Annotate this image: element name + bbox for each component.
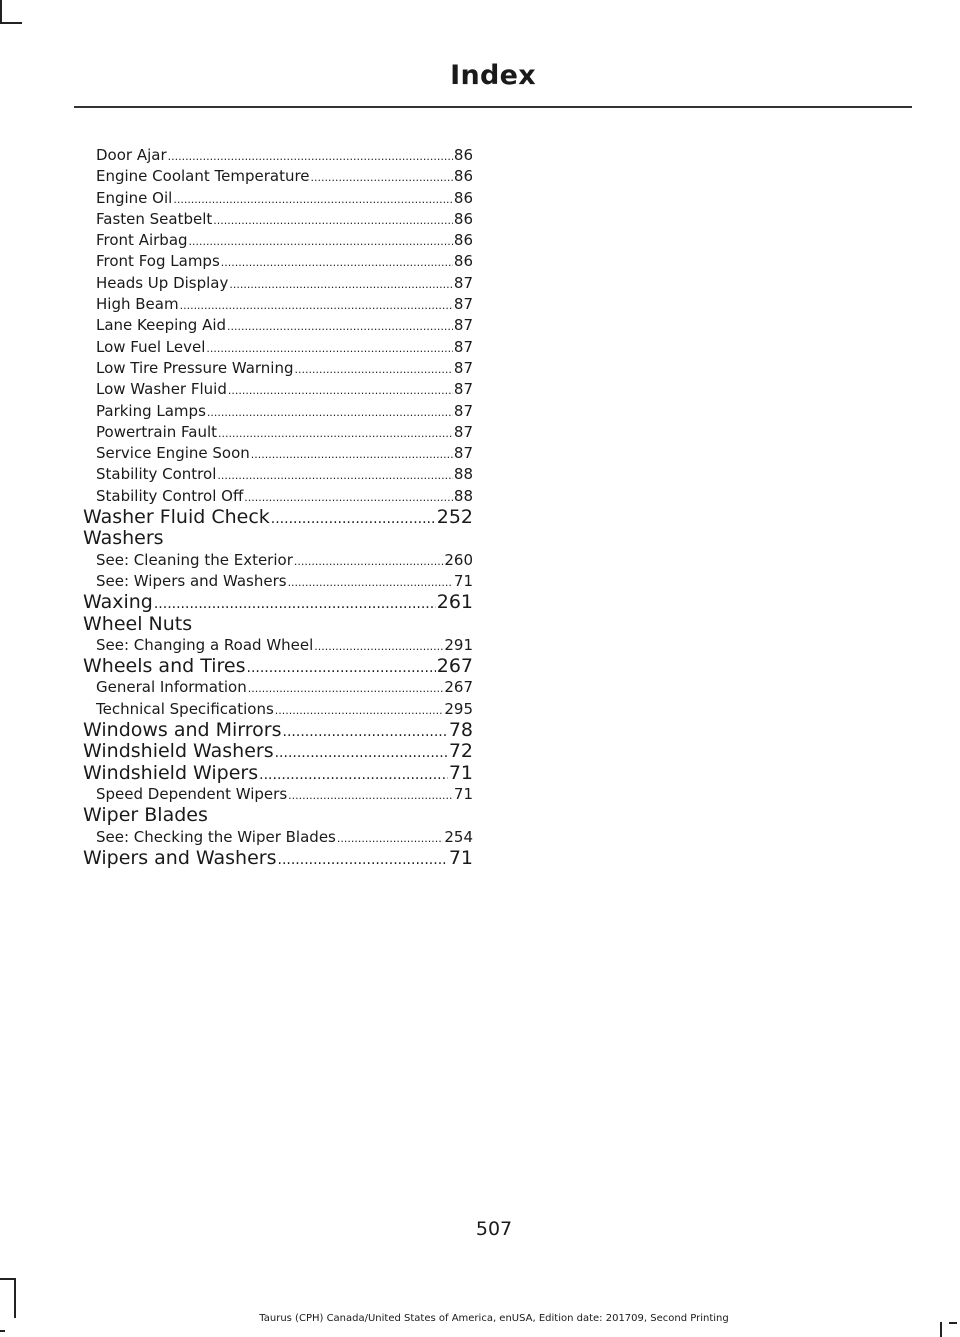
- dot-leader: [218, 423, 453, 443]
- footer-text: Taurus (CPH) Canada/United States of America, enUSA, Edition date: 201709, Second Printing: [259, 1313, 729, 1324]
- index-subentry: [83, 358, 473, 379]
- index-subentry: [83, 827, 473, 848]
- dot-leader: [295, 359, 453, 379]
- index-entry-page[interactable]: 87: [453, 316, 473, 335]
- index-entry-page[interactable]: 88: [453, 486, 473, 505]
- index-entry-page[interactable]: 86: [453, 209, 473, 228]
- index-entry: [83, 507, 473, 528]
- index-subentry: [83, 273, 473, 294]
- crop-mark: [14, 1278, 16, 1318]
- index-entry-label: Low Washer Fluid: [96, 380, 227, 399]
- index-entry-page[interactable]: 71: [448, 847, 473, 869]
- dot-leader: [173, 189, 453, 209]
- index-subentry: [83, 337, 473, 358]
- dot-leader: [154, 594, 436, 613]
- dot-leader: [259, 765, 448, 784]
- index-entry-label: Front Fog Lamps: [96, 252, 220, 271]
- index-entry-page[interactable]: 86: [453, 167, 473, 186]
- index-entry-label: Windshield Washers: [83, 741, 274, 763]
- index-entry-label: Fasten Seatbelt: [96, 209, 213, 228]
- dot-leader: [251, 444, 453, 464]
- index-entry-page[interactable]: 71: [453, 571, 473, 590]
- index-entry-page[interactable]: 252: [436, 507, 473, 529]
- index-entry-label: High Beam: [96, 295, 179, 314]
- index-entry-label: Service Engine Soon: [96, 444, 250, 463]
- index-entry-label: Washer Fluid Check: [83, 507, 270, 529]
- index-subentry: [83, 464, 473, 485]
- dot-leader: [337, 828, 443, 848]
- index-entry-label: Speed Dependent Wipers: [96, 784, 288, 803]
- index-entry-label: Wheel Nuts: [83, 613, 193, 635]
- index-entry-label: Wipers and Washers: [83, 847, 277, 869]
- dot-leader: [213, 210, 453, 230]
- crop-mark: [0, 1278, 15, 1280]
- index-entry-label: Powertrain Fault: [96, 422, 218, 441]
- index-entry-page[interactable]: 71: [453, 784, 473, 803]
- dot-leader: [311, 167, 453, 187]
- index-entry-page[interactable]: 291: [444, 635, 473, 654]
- dot-leader: [207, 402, 453, 422]
- crop-mark: [0, 1330, 5, 1332]
- index-subentry: [83, 635, 473, 656]
- index-subentry: [83, 699, 473, 720]
- index-subentry: [83, 166, 473, 187]
- index-entry: [83, 741, 473, 762]
- index-entry-label: See: Cleaning the Exterior: [96, 550, 293, 569]
- index-entry-label: Heads Up Display: [96, 273, 229, 292]
- index-entry: [83, 528, 473, 549]
- index-subentry: [83, 401, 473, 422]
- index-entry-page[interactable]: 87: [453, 273, 473, 292]
- index-entry-page[interactable]: 87: [453, 337, 473, 356]
- index-entry-page[interactable]: 295: [444, 699, 473, 718]
- index-subentry: [83, 145, 473, 166]
- index-entry-page[interactable]: 88: [453, 465, 473, 484]
- index-entry-page[interactable]: 260: [444, 550, 473, 569]
- index-entry-label: Front Airbag: [96, 231, 188, 250]
- index-subentry: [83, 230, 473, 251]
- dot-leader: [168, 146, 453, 166]
- index-subentry: [83, 486, 473, 507]
- index-entry-label: Low Tire Pressure Warning: [96, 358, 294, 377]
- index-entry-label: Washers: [83, 528, 164, 550]
- index-entry-label: Door Ajar: [96, 146, 167, 164]
- index-entry-page[interactable]: 87: [453, 422, 473, 441]
- index-entry: [83, 656, 473, 677]
- index-subentry: [83, 784, 473, 805]
- index-entry-label: Engine Oil: [96, 188, 173, 207]
- dot-leader: [288, 572, 453, 592]
- index-subentry: [83, 422, 473, 443]
- index-entry-page[interactable]: 71: [448, 762, 473, 784]
- crop-mark: [940, 1322, 942, 1337]
- dot-leader: [206, 338, 453, 358]
- index-entry: [83, 592, 473, 613]
- index-entry-page[interactable]: 261: [436, 592, 473, 614]
- index-entry-label: Technical Specifications: [96, 699, 274, 718]
- index-entry-label: Engine Coolant Temperature: [96, 167, 310, 186]
- index-entry-page[interactable]: 254: [444, 827, 473, 846]
- index-entry: [83, 614, 473, 635]
- index-entry-label: Windows and Mirrors: [83, 720, 282, 742]
- dot-leader: [275, 743, 448, 762]
- index-entry-label: General Information: [96, 678, 247, 697]
- index-entry-label: Windshield Wipers: [83, 762, 259, 784]
- index-entry-page[interactable]: 87: [453, 295, 473, 314]
- dot-leader: [278, 850, 448, 869]
- index-entry: [83, 848, 473, 869]
- index-subentry: [83, 550, 473, 571]
- index-entry-label: Wheels and Tires: [83, 656, 246, 678]
- dot-leader: [221, 252, 453, 272]
- index-entry: [83, 763, 473, 784]
- index-entry-page[interactable]: 267: [444, 678, 473, 697]
- index-entry-label: Stability Control Off: [96, 486, 244, 505]
- index-subentry: [83, 571, 473, 592]
- index-subentry: [83, 251, 473, 272]
- page-number: 507: [475, 1218, 513, 1240]
- dot-leader: [227, 316, 453, 336]
- index-entry-page[interactable]: 87: [453, 358, 473, 377]
- index-subentry: [83, 315, 473, 336]
- index-subentry: [83, 188, 473, 209]
- index-entry-page[interactable]: 87: [453, 401, 473, 420]
- index-entry-label: Wiper Blades: [83, 805, 208, 827]
- dot-leader: [229, 274, 453, 294]
- index-subentry: [83, 677, 473, 698]
- index-list: [83, 145, 473, 869]
- dot-leader: [244, 487, 453, 507]
- crop-mark: [0, 22, 22, 24]
- index-entry-page[interactable]: 72: [448, 741, 473, 763]
- dot-leader: [288, 785, 453, 805]
- index-entry-label: See: Wipers and Washers: [96, 571, 287, 590]
- index-entry: [83, 805, 473, 826]
- index-entry-label: Lane Keeping Aid: [96, 316, 227, 335]
- index-entry-page[interactable]: 86: [453, 231, 473, 250]
- dot-leader: [314, 636, 443, 656]
- dot-leader: [275, 700, 444, 720]
- page-title: Index: [450, 60, 536, 91]
- dot-leader: [271, 509, 436, 528]
- crop-mark: [0, 0, 2, 22]
- dot-leader: [189, 231, 453, 251]
- header-divider: [74, 106, 912, 108]
- index-entry-page[interactable]: 87: [453, 380, 473, 399]
- index-entry-page[interactable]: 86: [453, 188, 473, 207]
- dot-leader: [228, 380, 453, 400]
- index-entry-page[interactable]: 86: [453, 146, 473, 164]
- index-entry-label: Parking Lamps: [96, 401, 206, 420]
- dot-leader: [248, 678, 444, 698]
- index-subentry: [83, 209, 473, 230]
- dot-leader: [247, 658, 436, 677]
- index-entry-page[interactable]: 87: [453, 444, 473, 463]
- index-entry-label: See: Changing a Road Wheel: [96, 635, 314, 654]
- index-entry-label: Stability Control: [96, 465, 217, 484]
- index-subentry: [83, 294, 473, 315]
- index-entry-page[interactable]: 78: [448, 720, 473, 742]
- index-entry-page[interactable]: 267: [436, 656, 473, 678]
- dot-leader: [217, 465, 453, 485]
- index-entry: [83, 720, 473, 741]
- dot-leader: [180, 295, 453, 315]
- index-entry-label: Waxing: [83, 592, 153, 614]
- dot-leader: [294, 551, 443, 571]
- index-entry-page[interactable]: 86: [453, 252, 473, 271]
- index-subentry: [83, 379, 473, 400]
- dot-leader: [283, 722, 448, 741]
- index-entry-label: Low Fuel Level: [96, 337, 206, 356]
- index-subentry: [83, 443, 473, 464]
- index-entry-label: See: Checking the Wiper Blades: [96, 827, 336, 846]
